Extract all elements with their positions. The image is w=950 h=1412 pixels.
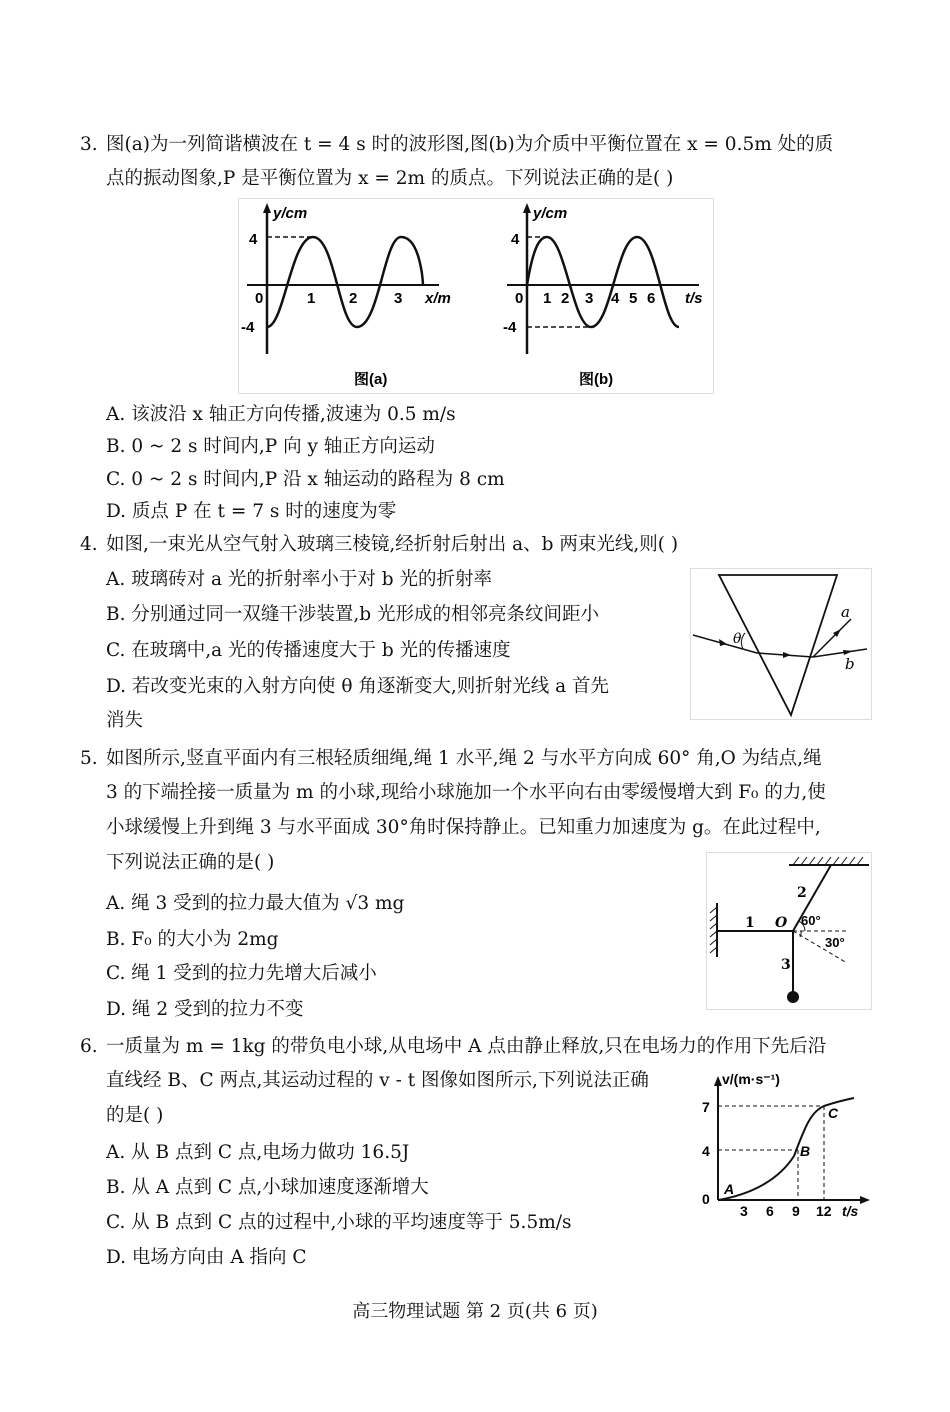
graph-b-ytick-4: 4 <box>511 231 520 248</box>
graph-a-caption: 图(a) <box>354 371 388 388</box>
angle-30-label: 30° <box>825 935 845 950</box>
q5-stem-line1: 如图所示,竖直平面内有三根轻质细绳,绳 1 水平,绳 2 与水平方向成 60° 角,O 为结点,绳 <box>106 748 822 769</box>
q4-option-c: C. 在玻璃中,a 光的传播速度大于 b 光的传播速度 <box>106 640 511 661</box>
vt-xtick-9: 9 <box>792 1203 800 1219</box>
graph-a-xtick-0: 0 <box>255 290 264 307</box>
q5-stem-line2: 3 的下端拴接一质量为 m 的小球,现给小球施加一个水平向右由零缓慢增大到 F₀ 的力,使 <box>106 782 826 803</box>
vt-point-a: A <box>724 1181 735 1197</box>
graph-b-xtick-2: 2 <box>561 290 570 307</box>
q6-option-b: B. 从 A 点到 C 点,小球加速度逐渐增大 <box>106 1177 429 1198</box>
page-footer: 高三物理试题 第 2 页(共 6 页) <box>352 1301 598 1322</box>
vt-point-b: B <box>800 1143 811 1159</box>
q3-option-a: A. 该波沿 x 轴正方向传播,波速为 0.5 m/s <box>106 404 456 425</box>
graph-b-xtick-5: 5 <box>629 290 638 307</box>
graph-b-caption: 图(b) <box>579 371 614 388</box>
graph-b-xtick-0: 0 <box>515 290 524 307</box>
graph-b-ylabel: y/cm <box>533 205 568 222</box>
vibration-graph-b <box>503 203 703 388</box>
q3-option-d: D. 质点 P 在 t = 7 s 时的速度为零 <box>106 501 397 522</box>
q6-stem-line2: 直线经 B、C 两点,其运动过程的 v - t 图像如图所示,下列说法正确 <box>106 1070 649 1091</box>
q6-option-a: A. 从 B 点到 C 点,电场力做功 16.5J <box>106 1142 410 1163</box>
vt-ytick-4: 4 <box>702 1143 710 1159</box>
rope-2-label: 2 <box>797 885 807 901</box>
q4-number: 4. <box>80 534 98 555</box>
vt-xtick-6: 6 <box>766 1203 774 1219</box>
q3-stem-line2: 点的振动图象,P 是平衡位置为 x = 2m 的质点。下列说法正确的是( ) <box>106 168 674 189</box>
graph-a-ylabel: y/cm <box>273 205 308 222</box>
prism-ray-a-label: a <box>841 603 850 621</box>
q3-option-b: B. 0 ~ 2 s 时间内,P 向 y 轴正方向运动 <box>106 436 435 457</box>
q4-option-a: A. 玻璃砖对 a 光的折射率小于对 b 光的折射率 <box>106 569 493 590</box>
prism-theta-label: θ <box>733 631 742 647</box>
graph-a-xlabel: x/m <box>425 290 451 307</box>
q6-stem-line1: 一质量为 m = 1kg 的带负电小球,从电场中 A 点由静止释放,只在电场力的作用下先后沿 <box>106 1036 827 1057</box>
q4-prism-figure <box>690 568 872 720</box>
q5-option-c: C. 绳 1 受到的拉力先增大后减小 <box>106 963 377 984</box>
rope-3-label: 3 <box>781 957 791 973</box>
graph-a-xtick-1: 1 <box>307 290 316 307</box>
q6-option-c: C. 从 B 点到 C 点的过程中,小球的平均速度等于 5.5m/s <box>106 1212 572 1233</box>
q3-stem-line1: 图(a)为一列简谐横波在 t = 4 s 时的波形图,图(b)为介质中平衡位置在 x = 0.5m 处的质 <box>106 134 834 155</box>
graph-b-ytick-neg4: -4 <box>503 319 517 336</box>
wave-graph-a <box>241 203 451 388</box>
graph-b-xlabel: t/s <box>685 290 703 307</box>
q5-stem-line3: 小球缓慢上升到绳 3 与水平面成 30°角时保持静止。已知重力加速度为 g。在此过程中, <box>106 817 821 838</box>
vt-point-c: C <box>828 1105 839 1121</box>
graph-b-xtick-4: 4 <box>611 290 620 307</box>
q6-number: 6. <box>80 1036 98 1057</box>
q5-stem-line4: 下列说法正确的是( ) <box>106 852 275 873</box>
graph-a-ytick-4: 4 <box>249 231 258 248</box>
q4-option-d-continued: 消失 <box>106 710 144 731</box>
graph-b-xtick-3: 3 <box>585 290 594 307</box>
vt-xtick-3: 3 <box>740 1203 748 1219</box>
rope-1-label: 1 <box>745 915 755 931</box>
knot-o-label: O <box>775 915 788 931</box>
q5-option-b: B. F₀ 的大小为 2mg <box>106 929 279 950</box>
q4-option-d: D. 若改变光束的入射方向使 θ 角逐渐变大,则折射光线 a 首先 <box>106 676 610 697</box>
prism-ray-b-label: b <box>845 655 855 673</box>
q6-stem-line3: 的是( ) <box>106 1105 164 1126</box>
vt-ytick-0: 0 <box>702 1191 710 1207</box>
vt-xtick-12: 12 <box>816 1203 832 1219</box>
q4-option-b: B. 分别通过同一双缝干涉装置,b 光形成的相邻亮条纹间距小 <box>106 604 599 625</box>
q5-number: 5. <box>80 748 98 769</box>
angle-60-label: 60° <box>801 913 821 928</box>
graph-a-ytick-neg4: -4 <box>241 319 255 336</box>
graph-a-xtick-2: 2 <box>349 290 358 307</box>
q3-option-c: C. 0 ~ 2 s 时间内,P 沿 x 轴运动的路程为 8 cm <box>106 469 505 490</box>
q3-number: 3. <box>80 134 98 155</box>
q5-option-d: D. 绳 2 受到的拉力不变 <box>106 999 304 1020</box>
q4-stem: 如图,一束光从空气射入玻璃三棱镜,经折射后射出 a、b 两束光线,则( ) <box>106 534 679 555</box>
graph-b-xtick-1: 1 <box>543 290 552 307</box>
vt-ylabel: v/(m·s⁻¹) <box>722 1071 780 1087</box>
q6-option-d: D. 电场方向由 A 指向 C <box>106 1247 307 1268</box>
q5-rope-figure <box>706 852 872 1010</box>
q3-figure <box>238 198 714 394</box>
graph-b-xtick-6: 6 <box>647 290 656 307</box>
q5-option-a: A. 绳 3 受到的拉力最大值为 √3 mg <box>106 893 405 914</box>
vt-ytick-7: 7 <box>702 1099 710 1115</box>
graph-a-xtick-3: 3 <box>394 290 403 307</box>
q6-vt-figure <box>694 1070 870 1220</box>
vt-xlabel: t/s <box>842 1203 859 1219</box>
